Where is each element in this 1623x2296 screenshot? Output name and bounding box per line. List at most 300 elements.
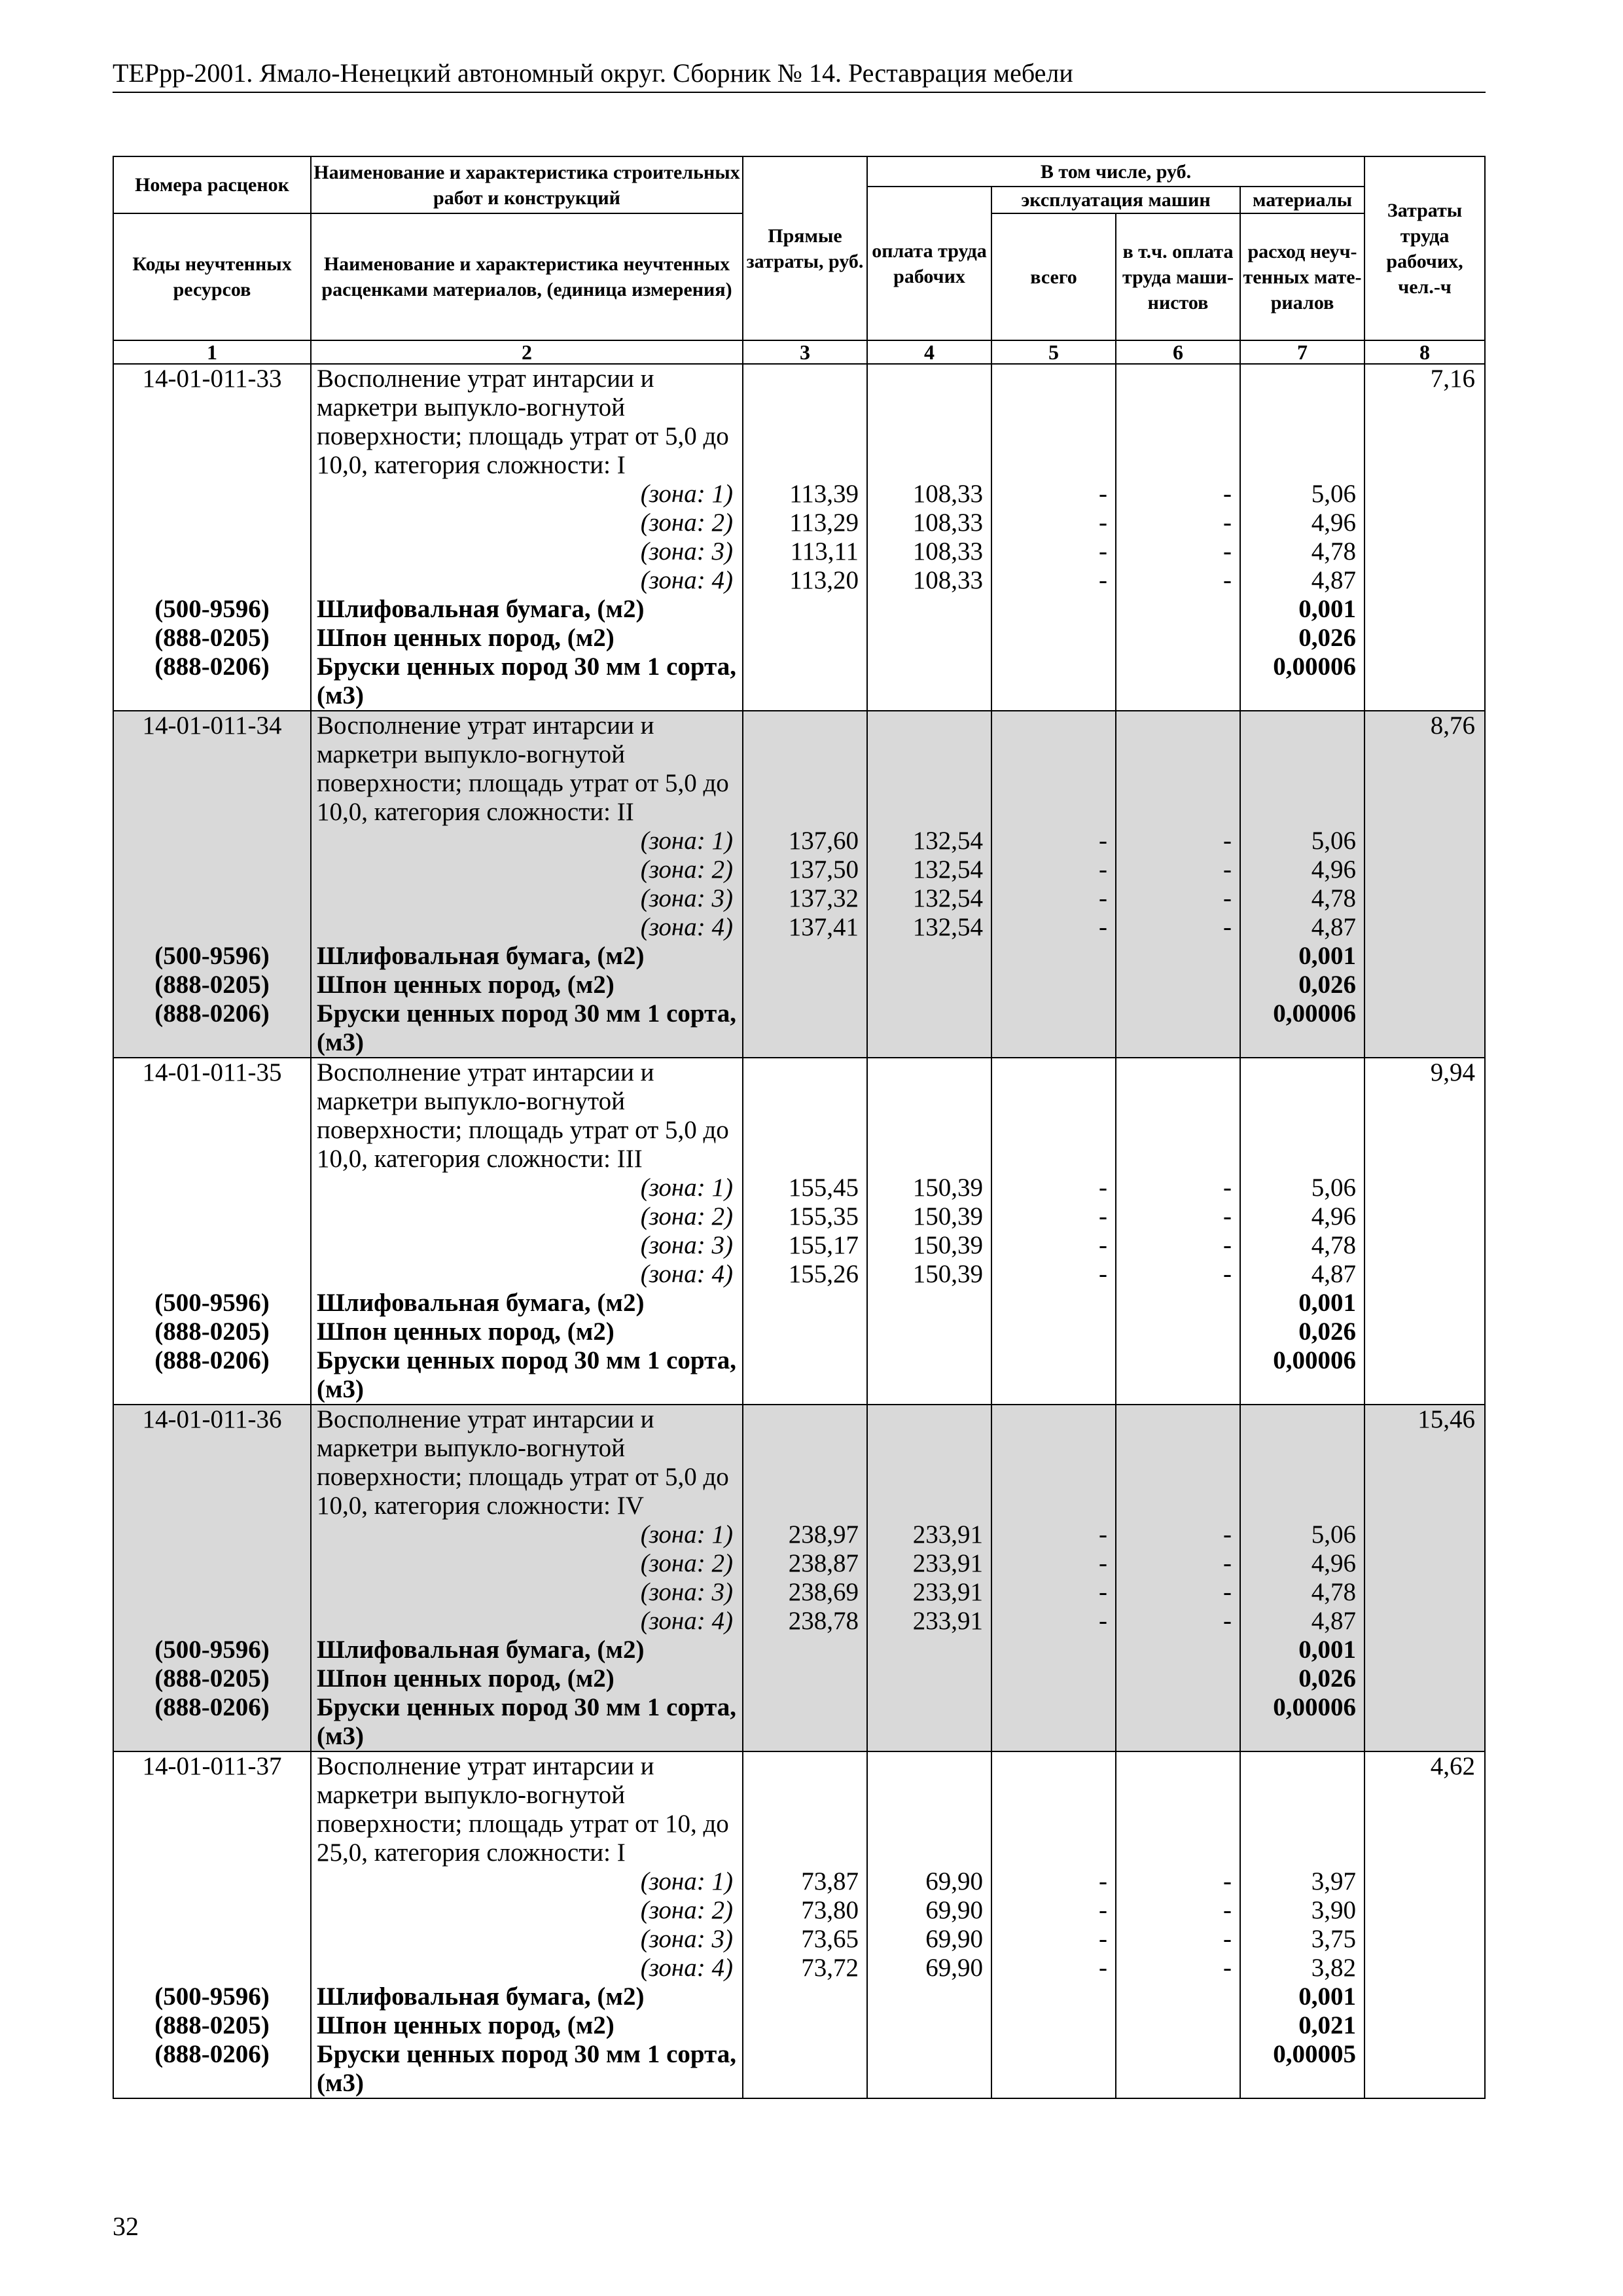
description-line: 10,0, категория сложности: IV [317,1492,644,1520]
blank-line [1116,1982,1240,2011]
blank-line [1241,740,1364,769]
wage-value: 108,33 [912,566,983,594]
resource-code: (888-0205) [154,1664,270,1693]
machines-value: - [1099,1925,1107,1953]
blank-line [1365,1318,1484,1346]
wage-cell [867,1058,991,1405]
material-quantity: 0,026 [1298,971,1357,999]
blank-line [1241,1087,1364,1116]
material-quantity: 0,001 [1298,1289,1357,1317]
header-labor-hours: Затраты труда рабочих, чел.-ч [1364,156,1485,340]
blank-line [868,681,991,710]
blank-line [1365,942,1484,971]
blank-line [992,2069,1115,2098]
blank-line [992,1664,1115,1693]
blank-line [868,1982,991,2011]
machinist-wage-value: - [1223,913,1232,941]
machinist-wage-value: - [1223,537,1232,565]
direct-cost-value: 73,80 [801,1896,859,1924]
blank-line [868,1405,991,1434]
blank-line [114,1463,310,1492]
blank-line [114,1781,310,1810]
machines-value: - [1099,1867,1107,1895]
rate-code-cell [113,1058,311,1405]
description-line: маркетри выпукло-вогнутой [317,740,625,768]
blank-line [1116,1405,1240,1434]
description-cell [311,711,743,1058]
blank-line [1365,1839,1484,1867]
blank-line [1241,1492,1364,1520]
table-header [113,156,1485,364]
machinist-wage-cell [1116,364,1240,711]
blank-line [1116,451,1240,480]
machines-cell [991,1058,1116,1405]
blank-line [114,1607,310,1636]
machines-value: - [1099,480,1107,508]
materials-value: 3,82 [1311,1954,1357,1982]
blank-line [743,595,866,624]
rate-code: 14-01-011-33 [142,365,282,393]
blank-line [992,393,1115,422]
blank-line [743,1087,866,1116]
blank-line [992,1405,1115,1434]
blank-line [1241,798,1364,827]
wage-value: 233,91 [912,1520,983,1549]
machines-value: - [1099,827,1107,855]
labor-hours-cell [1364,1058,1485,1405]
machines-cell [991,1751,1116,2098]
blank-line [1365,913,1484,942]
direct-cost-value: 113,11 [790,537,859,565]
blank-line [868,1145,991,1174]
blank-line [1116,1839,1240,1867]
description-line: 10,0, категория сложности: II [317,798,634,826]
zone-label: (зона: 4) [640,566,733,594]
blank-line [868,1087,991,1116]
blank-line [743,624,866,653]
direct-cost-value: 113,39 [789,480,859,508]
blank-line [114,1954,310,1982]
material-name: (м3) [317,681,365,709]
blank-line [1116,1346,1240,1375]
blank-line [1116,1145,1240,1174]
description-cell [311,1751,743,2098]
blank-line [743,1693,866,1722]
column-number: 8 [1364,340,1485,364]
blank-line [743,1028,866,1057]
machines-value: - [1099,566,1107,594]
blank-line [114,884,310,913]
zone-label: (зона: 1) [640,1867,733,1895]
blank-line [743,971,866,999]
blank-line [1365,1087,1484,1116]
blank-line [1365,1434,1484,1463]
blank-line [1365,1549,1484,1578]
blank-line [868,1781,991,1810]
blank-line [743,1463,866,1492]
materials-value: 5,06 [1311,827,1357,855]
blank-line [1116,624,1240,653]
material-name: Шлифовальная бумага, (м2) [317,1636,645,1664]
blank-line [1365,1896,1484,1925]
material-quantity: 0,001 [1298,595,1357,623]
header-machines: эксплуатация машин [991,187,1240,213]
blank-line [743,1145,866,1174]
blank-line [1365,1982,1484,2011]
blank-line [1365,798,1484,827]
blank-line [992,769,1115,798]
blank-line [1116,1375,1240,1404]
blank-line [1241,1375,1364,1404]
machinist-wage-value: - [1223,1925,1232,1953]
resource-code: (500-9596) [154,1982,270,2011]
blank-line [1116,2011,1240,2040]
wage-value: 132,54 [912,827,983,855]
direct-cost-value: 137,32 [788,884,859,912]
blank-line [1365,1925,1484,1954]
machinist-wage-value: - [1223,1260,1232,1288]
blank-line [992,451,1115,480]
material-name: Шпон ценных пород, (м2) [317,971,615,999]
direct-costs-cell [743,1058,867,1405]
rate-code: 14-01-011-37 [142,1752,282,1780]
blank-line [1116,740,1240,769]
blank-line [1116,422,1240,451]
blank-line [1365,1810,1484,1839]
materials-value: 5,06 [1311,480,1357,508]
blank-line [992,1058,1115,1087]
blank-line [114,2069,310,2098]
blank-line [1365,740,1484,769]
blank-line [743,1752,866,1781]
blank-line [1116,711,1240,740]
rate-block [113,364,1485,711]
header-resource-codes: Коды неучтенных ресурсов [113,213,311,340]
blank-line [743,1405,866,1434]
header-materials: материалы [1240,187,1364,213]
labor-hours-value: 9,94 [1430,1058,1476,1086]
blank-line [1365,2011,1484,2040]
material-quantity: 0,00006 [1273,653,1357,681]
machinist-wage-value: - [1223,509,1232,537]
blank-line [1365,480,1484,509]
blank-line [743,422,866,451]
blank-line [114,509,310,537]
blank-line [743,393,866,422]
blank-line [743,1116,866,1145]
zone-label: (зона: 3) [640,1578,733,1606]
blank-line [992,1434,1115,1463]
wage-value: 233,91 [912,1607,983,1635]
blank-line [868,1664,991,1693]
blank-line [743,1434,866,1463]
blank-line [743,1318,866,1346]
zone-label: (зона: 2) [640,1549,733,1577]
blank-line [1365,1260,1484,1289]
blank-line [992,422,1115,451]
blank-line [114,1202,310,1231]
blank-line [1241,1781,1364,1810]
blank-line [1365,1520,1484,1549]
materials-value: 4,87 [1311,913,1357,941]
blank-line [743,1722,866,1751]
wage-value: 108,33 [912,480,983,508]
zone-label: (зона: 2) [640,1202,733,1230]
direct-cost-value: 155,35 [788,1202,859,1230]
rate-code-cell [113,1405,311,1751]
material-name: Шлифовальная бумага, (м2) [317,1982,645,2011]
blank-line [1365,566,1484,595]
blank-line [1241,769,1364,798]
machinist-wage-value: - [1223,566,1232,594]
blank-line [1116,653,1240,681]
machines-value: - [1099,884,1107,912]
machinist-wage-cell [1116,1405,1240,1751]
direct-cost-value: 238,97 [788,1520,859,1549]
blank-line [114,1231,310,1260]
blank-line [1116,1693,1240,1722]
blank-line [992,624,1115,653]
blank-line [868,422,991,451]
blank-line [992,711,1115,740]
blank-line [992,1145,1115,1174]
machinist-wage-value: - [1223,1607,1232,1635]
wage-value: 150,39 [912,1260,983,1288]
blank-line [1116,1434,1240,1463]
description-line: 10,0, категория сложности: I [317,451,626,479]
blank-line [1116,2069,1240,2098]
blank-line [114,1260,310,1289]
materials-value: 4,78 [1311,1578,1357,1606]
page-number: 32 [113,2212,139,2241]
machines-cell [991,364,1116,711]
blank-line [992,740,1115,769]
blank-line [114,913,310,942]
blank-line [1241,1116,1364,1145]
price-table [113,156,1486,2099]
machines-value: - [1099,913,1107,941]
header-machinist-wage: в т.ч. оплата труда маши-нистов [1116,213,1240,340]
blank-line [1365,1174,1484,1202]
blank-line [1241,711,1364,740]
resource-code: (888-0206) [154,1693,270,1721]
blank-line [1365,1607,1484,1636]
blank-line [1241,1810,1364,1839]
blank-line [1241,1145,1364,1174]
material-name: Бруски ценных пород 30 мм 1 сорта, [317,999,736,1028]
material-quantity: 0,001 [1298,1982,1357,2011]
blank-line [1365,1578,1484,1607]
machines-value: - [1099,537,1107,565]
blank-line [114,1810,310,1839]
direct-cost-value: 238,69 [788,1578,859,1606]
blank-line [1365,999,1484,1028]
blank-line [114,537,310,566]
blank-line [743,451,866,480]
material-name: Бруски ценных пород 30 мм 1 сорта, [317,653,736,681]
header-material-name: Наименование и характеристика неучтенных расценками материалов, (единица измерения) [311,213,743,340]
blank-line [1241,1752,1364,1781]
blank-line [1241,1058,1364,1087]
blank-line [1365,624,1484,653]
description-line: 25,0, категория сложности: I [317,1839,626,1867]
wage-value: 150,39 [912,1231,983,1259]
resource-code: (888-0205) [154,971,270,999]
labor-hours-cell [1364,364,1485,711]
machinist-wage-value: - [1223,1896,1232,1924]
description-line: поверхности; площадь утрат от 5,0 до [317,769,729,797]
wage-value: 132,54 [912,884,983,912]
blank-line [992,971,1115,999]
blank-line [1241,365,1364,393]
blank-line [992,1028,1115,1057]
blank-line [1116,1058,1240,1087]
blank-line [1116,595,1240,624]
zone-label: (зона: 4) [640,1954,733,1982]
column-number: 1 [113,340,311,364]
header-work-name: Наименование и характеристика строительных работ и конструкций [311,156,743,213]
description-line: Восполнение утрат интарсии и [317,1752,654,1780]
blank-line [992,2040,1115,2069]
material-name: Шпон ценных пород, (м2) [317,1664,615,1693]
material-name: (м3) [317,1375,365,1403]
blank-line [1365,451,1484,480]
zone-label: (зона: 2) [640,1896,733,1924]
rate-code: 14-01-011-36 [142,1405,282,1433]
materials-value: 5,06 [1311,1174,1357,1202]
resource-code: (888-0206) [154,999,270,1028]
wage-value: 69,90 [925,1954,983,1982]
description-cell [311,1058,743,1405]
rate-code: 14-01-011-35 [142,1058,282,1086]
blank-line [992,1752,1115,1781]
materials-value: 3,75 [1311,1925,1357,1953]
column-number: 7 [1240,340,1364,364]
blank-line [992,1492,1115,1520]
material-quantity: 0,021 [1298,2011,1357,2039]
blank-line [868,1058,991,1087]
resource-code: (500-9596) [154,942,270,970]
blank-line [743,1346,866,1375]
machines-value: - [1099,1202,1107,1230]
description-line: Восполнение утрат интарсии и [317,711,654,740]
materials-value: 4,96 [1311,855,1357,884]
blank-line [743,1058,866,1087]
direct-cost-value: 137,41 [788,913,859,941]
machinist-wage-value: - [1223,1549,1232,1577]
resource-code: (888-0206) [154,2040,270,2068]
blank-line [868,1810,991,1839]
description-line: поверхности; площадь утрат от 10, до [317,1810,729,1838]
blank-line [868,1346,991,1375]
blank-line [743,798,866,827]
blank-line [743,653,866,681]
blank-line [992,999,1115,1028]
blank-line [114,1925,310,1954]
blank-line [114,1520,310,1549]
blank-line [1116,942,1240,971]
direct-cost-value: 113,29 [789,509,859,537]
blank-line [868,1028,991,1057]
description-cell [311,1405,743,1751]
blank-line [868,769,991,798]
direct-costs-cell [743,711,867,1058]
blank-line [1116,1722,1240,1751]
blank-line [1365,769,1484,798]
zone-label: (зона: 3) [640,1231,733,1259]
material-name: (м3) [317,1028,365,1056]
blank-line [114,855,310,884]
blank-line [1365,1289,1484,1318]
material-quantity: 0,00005 [1273,2040,1357,2068]
machines-value: - [1099,509,1107,537]
blank-line [1116,681,1240,710]
machinist-wage-value: - [1223,1231,1232,1259]
blank-line [868,1375,991,1404]
blank-line [1241,1405,1364,1434]
blank-line [743,2040,866,2069]
material-quantity: 0,001 [1298,1636,1357,1664]
direct-cost-value: 73,65 [801,1925,859,1953]
materials-cell [1240,1405,1364,1751]
machines-value: - [1099,1549,1107,1577]
blank-line [992,1463,1115,1492]
blank-line [743,1636,866,1664]
machinist-wage-cell [1116,711,1240,1058]
column-number: 4 [867,340,991,364]
blank-line [1241,1463,1364,1492]
table-body [113,364,1485,2098]
wage-value: 132,54 [912,855,983,884]
blank-line [992,1318,1115,1346]
page-header-title: ТЕРрр-2001. Ямало-Ненецкий автономный округ. Сборник № 14. Реставрация мебели [113,58,1073,88]
materials-value: 5,06 [1311,1520,1357,1549]
direct-cost-value: 137,60 [788,827,859,855]
blank-line [743,1810,866,1839]
blank-line [1365,653,1484,681]
machines-cell [991,711,1116,1058]
blank-line [868,1492,991,1520]
wage-cell [867,364,991,711]
blank-line [114,422,310,451]
labor-hours-value: 15,46 [1418,1405,1476,1433]
blank-line [1241,1434,1364,1463]
material-quantity: 0,00006 [1273,1346,1357,1374]
blank-line [1365,2069,1484,2098]
material-quantity: 0,026 [1298,1664,1357,1693]
blank-line [1116,1028,1240,1057]
zone-label: (зона: 1) [640,480,733,508]
labor-hours-cell [1364,711,1485,1058]
materials-cell [1240,364,1364,711]
blank-line [868,2011,991,2040]
description-line: Восполнение утрат интарсии и [317,365,654,393]
blank-line [1116,1664,1240,1693]
resource-code: (888-0206) [154,653,270,681]
wage-cell [867,711,991,1058]
machines-value: - [1099,1954,1107,1982]
machines-value: - [1099,1174,1107,1202]
blank-line [992,1839,1115,1867]
blank-line [992,1982,1115,2011]
material-name: Бруски ценных пород 30 мм 1 сорта, [317,2040,736,2068]
machines-cell [991,1405,1116,1751]
rate-block [113,1058,1485,1405]
material-name: Шпон ценных пород, (м2) [317,1318,615,1346]
blank-line [1365,1145,1484,1174]
material-name: Шпон ценных пород, (м2) [317,2011,615,2039]
blank-line [114,1434,310,1463]
